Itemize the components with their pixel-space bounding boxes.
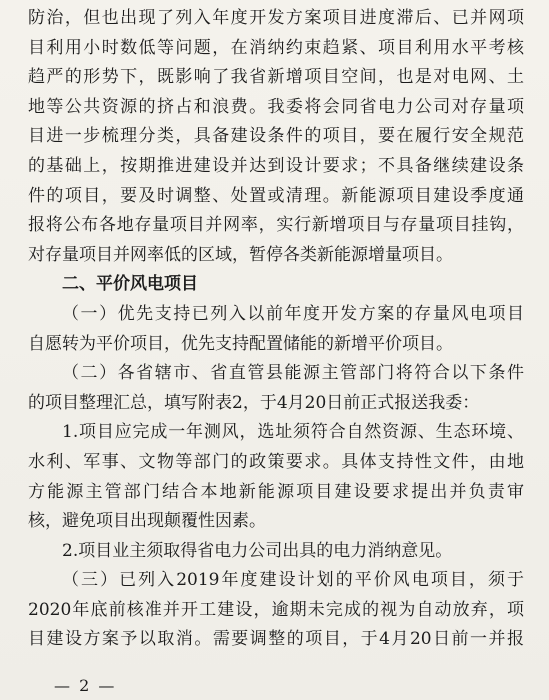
paragraph-line: 自愿转为平价项目，优先支持配置储能的新增平价项目。: [28, 333, 453, 354]
paragraph-line: 的基础上，按期推进建设并达到设计要求；不具备继续建设条: [28, 155, 524, 176]
paragraph-line: 的项目整理汇总，填写附表2，于4月20日前正式报送我委：: [28, 392, 480, 413]
paragraph-line: 2020年底前核准并开工建设，逾期未完成的视为自动放弃，项: [28, 599, 524, 620]
paragraph-line: 水利、军事、文物等部门的政策要求。具体支持性文件，由地: [28, 451, 524, 472]
paragraph-line: 目进一步梳理分类，具备建设条件的项目，要在履行安全规范: [28, 126, 524, 147]
paragraph-line: 方能源主管部门结合本地新能源项目建设要求提出并负责审: [28, 481, 524, 502]
paragraph-line: 目利用小时数低等问题，在消纳约束趋紧、项目利用水平考核: [28, 37, 524, 58]
document-body: [28, 4, 524, 655]
paragraph-line: 防治，但也出现了列入年度开发方案项目进度滞后、已并网项: [28, 8, 524, 28]
paragraph-line: 件的项目，要及时调整、处置或清理。新能源项目建设季度通: [28, 185, 524, 206]
paragraph-line: 1.项目应完成一年测风，选址须符合自然资源、生态环境、: [62, 422, 524, 443]
page-number: — 2 —: [54, 676, 117, 695]
paragraph-line: 地等公共资源的挤占和浪费。我委将会同省电力公司对存量项: [28, 96, 524, 117]
section-heading: 二、平价风电项目: [62, 274, 198, 295]
paragraph-line: 报将公布各地存量项目并网率，实行新增项目与存量项目挂钩，: [28, 215, 524, 236]
paragraph-line: 核，避免项目出现颠覆性因素。: [28, 511, 266, 532]
paragraph-line: 2.项目业主须取得省电力公司出具的电力消纳意见。: [62, 540, 453, 561]
paragraph-line: 目建设方案予以取消。需要调整的项目，于4月20日前一并报: [28, 629, 524, 650]
paragraph-line: （一）优先支持已列入以前年度开发方案的存量风电项目: [62, 303, 524, 324]
paragraph-line: （二）各省辖市、省直管县能源主管部门将符合以下条件: [62, 363, 524, 384]
paragraph-line: （三）已列入2019年度建设计划的平价风电项目，须于: [62, 570, 524, 591]
paragraph-line: 趋严的形势下，既影响了我省新增项目空间，也是对电网、土: [28, 67, 524, 88]
paragraph-line: 对存量项目并网率低的区域，暂停各类新能源增量项目。: [28, 244, 453, 265]
